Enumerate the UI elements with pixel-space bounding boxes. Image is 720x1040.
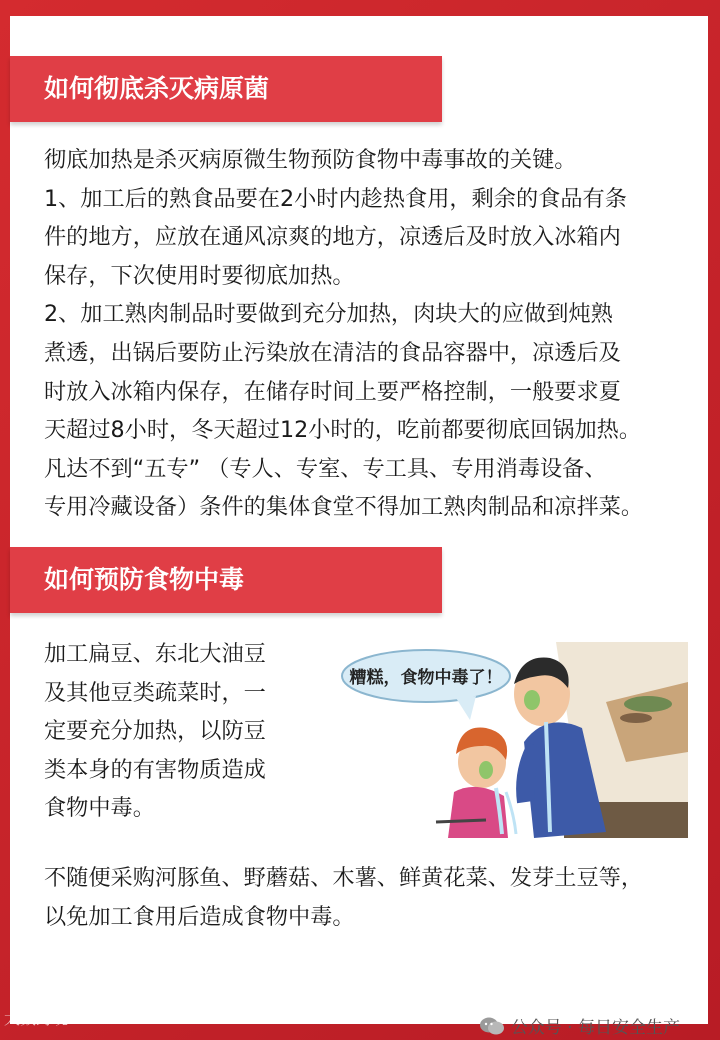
- watermark-right-text: 公众号 · 每日安全生产: [510, 1018, 680, 1038]
- watermark-right: [479, 1013, 680, 1038]
- text-line: 时放入冰箱内保存，在储存时间上要严格控制，一般要求夏: [44, 378, 621, 405]
- text-line: 件的地方，应放在通风凉爽的地方，凉透后及时放入冰箱内: [44, 224, 621, 251]
- text-line: 2、加工熟肉制品时要做到充分加热，肉块大的应做到炖熟: [44, 301, 613, 328]
- text-line: 彻底加热是杀灭病原微生物预防食物中毒事故的关键。: [44, 147, 577, 173]
- text-line: 专用冷藏设备）条件的集体食堂不得加工熟肉制品和凉拌菜。: [44, 494, 644, 521]
- text-line: 类本身的有害物质造成: [44, 756, 266, 783]
- text-line: 凡达不到“五专” （专人、专室、专工具、专用消毒设备、: [44, 455, 607, 482]
- text-line: 1、加工后的熟食品要在2小时内趁热食用，剩余的食品有条: [44, 185, 627, 212]
- text-line: 天超过8小时，冬天超过12小时的，吃前都要彻底回锅加热。: [44, 417, 642, 444]
- section-title-prevent: 如何预防食物中毒: [10, 547, 442, 613]
- content-card: [10, 16, 708, 1038]
- section2-bottom-text: [44, 859, 696, 936]
- text-line: 及其他豆类疏菜时，一: [44, 679, 266, 706]
- section1-text: [44, 141, 696, 527]
- text-line: 加工扁豆、东北大油豆: [44, 641, 266, 667]
- text-line: 煮透，出锅后要防止污染放在清洁的食品容器中，凉透后及: [44, 339, 621, 366]
- food-poisoning-illustration: [336, 642, 688, 838]
- wechat-icon: [479, 1016, 505, 1036]
- section-title-sterilize: 如何彻底杀灭病原菌: [10, 56, 442, 122]
- text-line: 食物中毒。: [44, 795, 155, 822]
- text-line: 不随便采购河豚鱼、野蘑菇、木薯、鲜黄花菜、发芽土豆等，: [44, 865, 644, 891]
- text-line: 定要充分加热，以防豆: [44, 718, 266, 745]
- watermark-left: 大数跨境: [4, 1009, 69, 1028]
- text-line: 保存，下次使用时要彻底加热。: [44, 262, 355, 289]
- text-line: 以免加工食用后造成食物中毒。: [44, 903, 355, 930]
- section2-side-text: [44, 635, 306, 828]
- speech-bubble-text: 糟糕，食物中毒了！: [349, 668, 503, 688]
